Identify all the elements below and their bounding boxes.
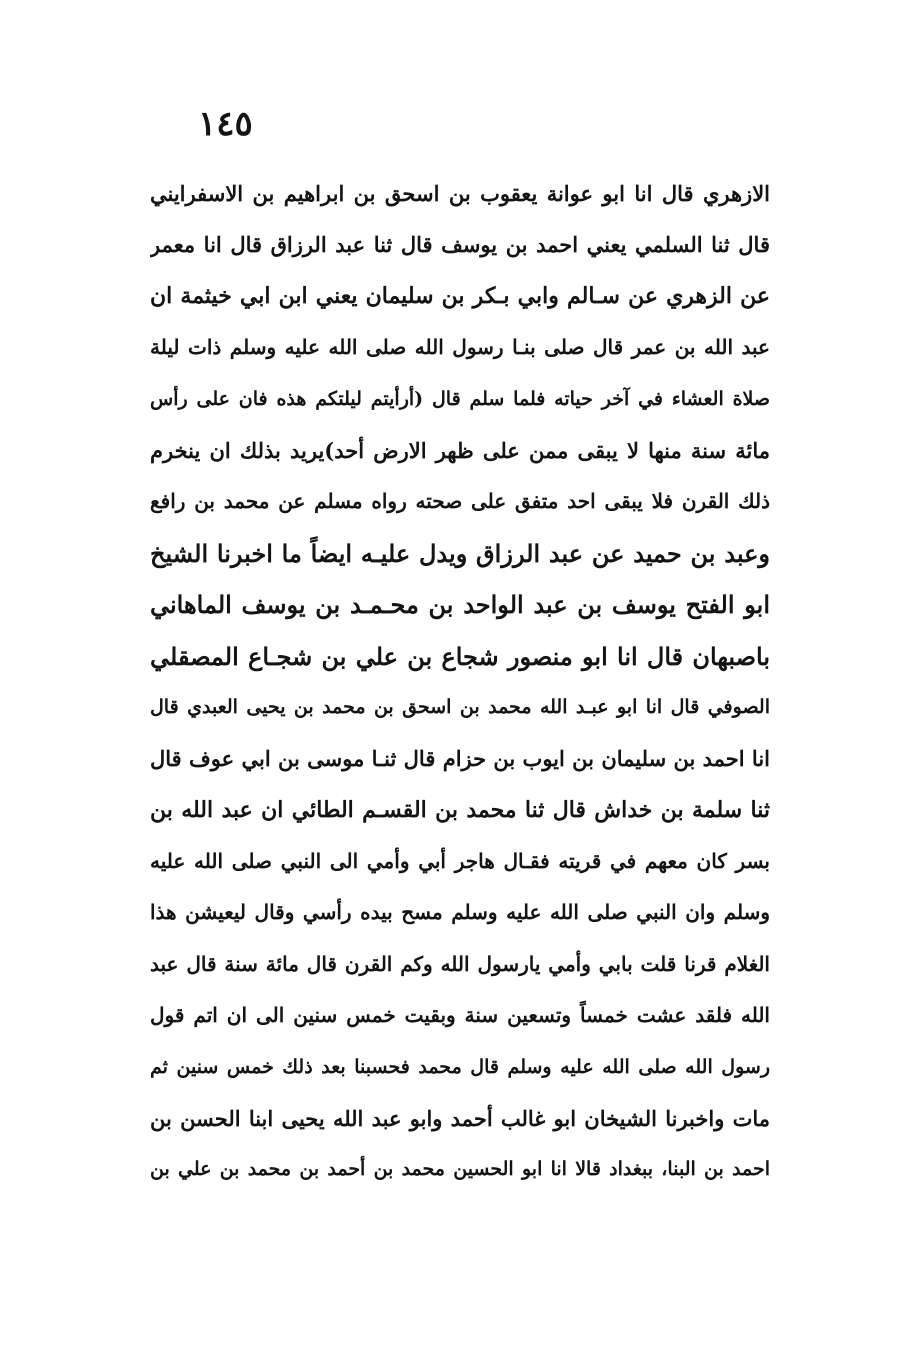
text-line: الازهري قال انا ابو عوانة يعقوب بن اسحق بن ابراهيم بن الاسفرايني — [150, 181, 770, 206]
text-line: صلاة العشاء في آخر حياته فلما سلم قال (أرأيتم ليلتكم هذه فان على رأس — [150, 387, 770, 410]
text-line: احمد بن البنا، ببغداد قالا انا ابو الحسين محمد بن أحمد بن محمد بن علي بن — [150, 1158, 770, 1181]
text-line: الله فلقد عشت خمساً وتسعين سنة وبقيت خمس سنين الى ان اتم قول — [150, 1003, 770, 1028]
text-line: مات واخبرنا الشيخان ابو غالب أحمد وابو عبد الله يحيى ابنا الحسن بن — [150, 1106, 770, 1132]
text-line: باصبهان قال انا ابو منصور شجاع بن علي بن شجـاع المصقلي — [150, 641, 770, 671]
text-line: ذلك القرن فلا يبقى احد متفق على صحته رواه مسلم عن محمد بن رافع — [150, 489, 770, 514]
page-body-text — [150, 168, 770, 1196]
text-line: الصوفي قال انا ابو عبـد الله محمد بن اسحق بن محمد بن يحيى العبدي قال — [150, 695, 770, 718]
text-line: ثنا سلمة بن خداش قال ثنا محمد بن القسـم الطائي ان عبد الله بن — [150, 796, 770, 823]
text-line: بسر كان معهم في قريته فقـال هاجر أبي وأمي الى النبي صلى الله عليه — [150, 849, 770, 874]
text-line: وعبد بن حميد عن عبد الرزاق ويدل عليـه ايضاً ما اخبرنا الشيخ — [150, 538, 770, 568]
text-line: مائة سنة منها لا يبقى ممن على ظهر الارض أحد)يريد بذلك ان ينخرم — [150, 437, 770, 463]
page-number: ١٤٥ — [198, 104, 253, 144]
text-line: انا احمد بن سليمان بن ايوب بن حزام قال ثنـا موسى بن ابي عوف قال — [150, 746, 770, 772]
text-line: عبد الله بن عمر قال صلى بنـا رسول الله صلى الله عليه وسلم ذات ليلة — [150, 335, 770, 360]
text-line: عن الزهري عن سـالم وابي بـكر بن سليمان يعني ابن ابي خيثمة ان — [150, 282, 770, 309]
text-line: الغلام قرنا قلت بابي وأمي يارسول الله وكم القرن قال مائة سنة قال عبد — [150, 951, 770, 976]
text-line: قال ثنا السلمي يعني احمد بن يوسف قال ثنا عبد الرزاق قال انا معمر — [150, 232, 770, 258]
text-line: ابو الفتح يوسف بن عبد الواحد بن محـمـد بن يوسف الماهاني — [150, 590, 770, 620]
text-line: وسلم وان النبي صلى الله عليه وسلم مسح بيده رأسي وقال ليعيشن هذا — [150, 900, 770, 925]
text-line: رسول الله صلى الله عليه وسلم قال محمد فحسبنا بعد ذلك خمس سنين ثم — [150, 1055, 770, 1078]
